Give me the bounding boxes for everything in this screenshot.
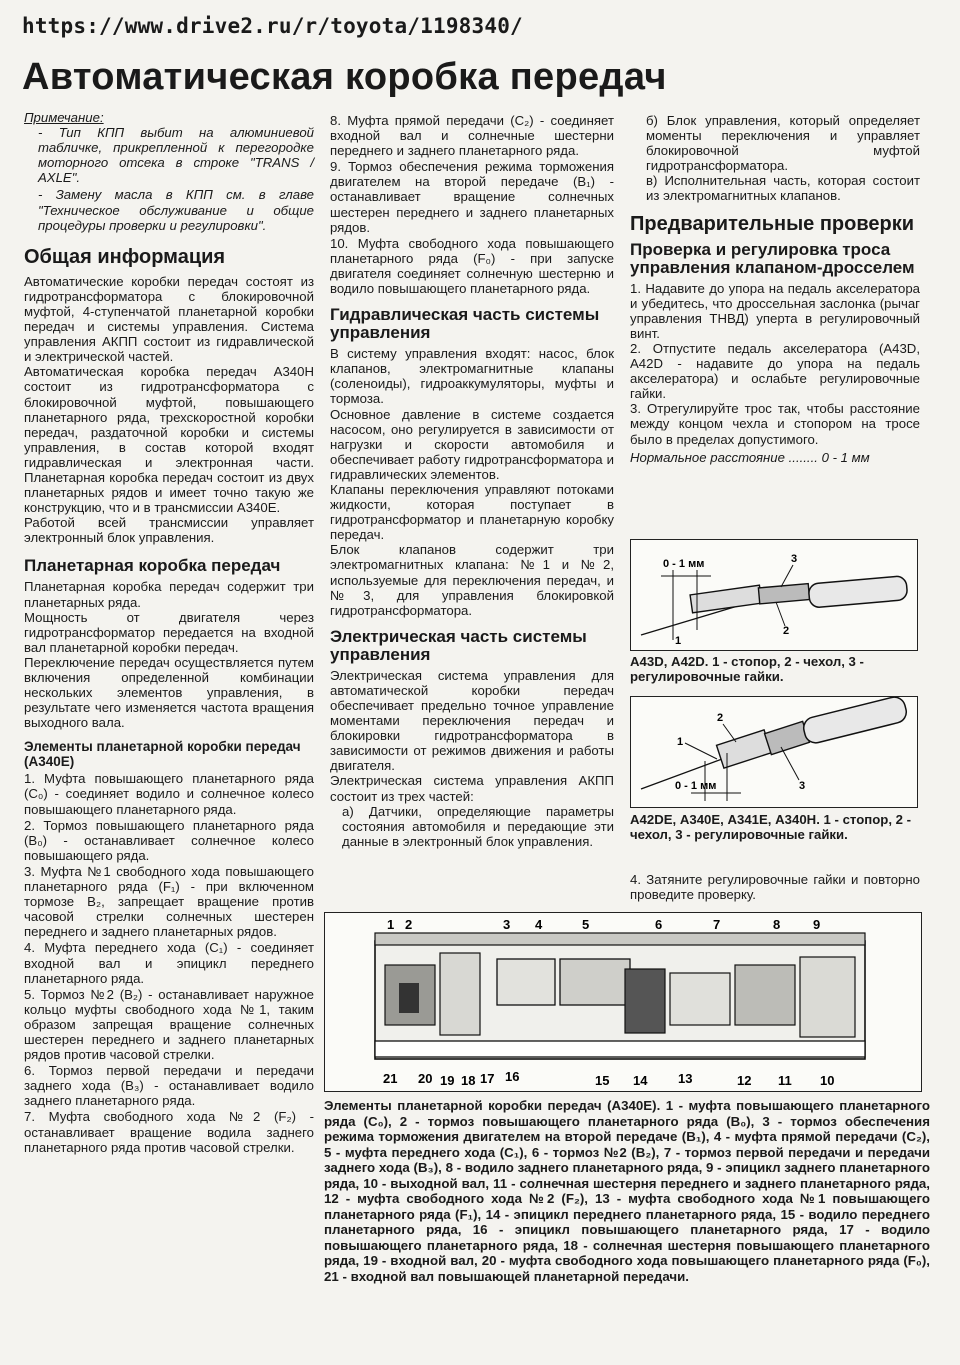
paragraph: В систему управления входят: насос, блок клапанов, электромагнитные клапаны (соленоиды), гидроаккумуляторы, муфты и тормоза. (330, 346, 614, 407)
housing-top (375, 933, 865, 945)
callout-bottom: 17 (480, 1071, 495, 1086)
note-title: Примечание: (24, 110, 104, 125)
boot-shape (690, 585, 762, 613)
callout-bottom: 21 (383, 1071, 398, 1086)
list-item: 9. Тормоз обеспечения режима торможения двигателем на второй передаче (В₁) - останавливает вращение солнечных шестерен переднего и заднего планетарных рядов. (330, 159, 614, 235)
callout-top: 5 (582, 917, 590, 932)
normal-distance-label: Нормальное расстояние (630, 449, 785, 465)
step: 4. Затяните регулировочные гайки и повторно проведите проверку. (630, 872, 920, 903)
callout-bottom: 20 (418, 1071, 433, 1086)
paragraph: в) Исполнительная часть, которая состоит из электромагнитных клапанов. (646, 173, 920, 204)
figure-2-caption: А42DE, А340E, А341E, А340H. 1 - стопор, 2 - чехол, 3 - регулировочные гайки. (630, 812, 912, 842)
callout-1: 1 (675, 635, 682, 647)
callout-bottom: 16 (505, 1069, 520, 1084)
paragraph: б) Блок управления, который определяет моменты переключения и управляет блокировочной муфтой гидротрансформатора. (646, 113, 920, 174)
callout-3: 3 (791, 553, 798, 565)
main-shaft (375, 1041, 865, 1057)
note-item: - Тип КПП выбит на алюминиевой табличке, прикрепленной к перегородке моторного отсека в строке "TRANS / AXLE". (38, 125, 314, 186)
nut-shape (765, 721, 810, 754)
column-1 (24, 110, 314, 1156)
page-title: Автоматическая коробка передач (22, 56, 667, 98)
top-callouts (387, 917, 820, 932)
list-item: 2. Тормоз повышающего планетарного ряда (В₀) - останавливает солнечное колесо повышающего ряда. (24, 817, 314, 863)
step-4 (630, 872, 920, 902)
paragraph: Переключение передач осуществляется путем включения определенной комбинации нескольких элементов управления, в результате чего изменяется частота вращения выходного вала. (24, 654, 314, 731)
callout-top: 1 (387, 917, 395, 932)
paragraph: а) Датчики, определяющие параметры состояния автомобиля и передающие эти данные в электронный блок управления. (342, 803, 614, 849)
callout-bottom: 18 (461, 1073, 476, 1088)
column-3 (630, 113, 920, 465)
leader-3 (781, 565, 793, 587)
brake-b1 (497, 959, 555, 1005)
normal-distance-value: 0 - 1 мм (821, 449, 870, 465)
cable-diagram-1 (631, 540, 917, 650)
section-heading-general: Общая информация (24, 245, 226, 268)
overdrive-planetary (440, 953, 480, 1035)
callout-top: 9 (813, 917, 821, 932)
front-planetary (625, 969, 665, 1033)
callout-top: 6 (655, 917, 663, 932)
step: 2. Отпустите педаль акселератора (А43D, А42D - надавите до упора на педаль акселератора) и ослабьте регулировочные гайки. (630, 340, 920, 402)
callout-3: 3 (799, 780, 806, 792)
nut-shape (758, 584, 809, 604)
callout-bottom: 14 (633, 1073, 648, 1088)
leader-1 (685, 743, 717, 759)
boot-shape (717, 730, 772, 768)
step: 1. Надавите до упора на педаль акселератора и убедитесь, что дроссельная заслонка (рычаг управления ТНВД) уперта в регулировочный винт. (630, 280, 920, 341)
dim-label: 0 - 1 мм (675, 780, 717, 792)
source-url[interactable]: https://www.drive2.ru/r/toyota/1198340/ (22, 14, 523, 38)
elements-heading: Элементы планетарной коробки передач (А340Е) (24, 739, 301, 769)
paragraph: Мощность от двигателя через гидротрансформатор передается на входной вал планетарной коробки передач. (24, 609, 314, 655)
callout-bottom: 12 (737, 1073, 752, 1088)
section-heading-planetary: Планетарная коробка передач (24, 556, 281, 576)
list-item: 7. Муфта свободного хода №2 (F₂) - останавливает вращение водила заднего планетарного ряда против часовой стрелки. (24, 1109, 314, 1155)
step: 3. Отрегулируйте трос так, чтобы расстояние между концом чехла и стопором на тросе было в пределах допустимого. (630, 401, 920, 447)
callout-1: 1 (677, 736, 684, 748)
callout-top: 4 (535, 917, 543, 932)
rear-planetary (800, 957, 855, 1037)
paragraph: Работой всей трансмиссии управляет электронный блок управления. (24, 515, 314, 546)
callout-bottom: 15 (595, 1073, 610, 1088)
dim-label: 0 - 1 мм (663, 558, 705, 570)
paragraph: Автоматические коробки передач состоят из гидротрансформатора с блокировочной муфтой, 4-ступенчатой планетарной коробки передач и системы управления. Система управления АКПП состоит из гидравлической и электрической частей. (24, 273, 314, 365)
callout-bottom: 10 (820, 1073, 835, 1088)
callout-top: 3 (503, 917, 511, 932)
paragraph: Блок клапанов содержит три электромагнитных клапана: №1 и №2, используемые для переключения передач, и №3, для управления блокировкой гидротрансформатора. (330, 542, 614, 618)
figure-cable-a43d (630, 539, 918, 651)
cable-housing (801, 697, 908, 745)
cable-diagram-2 (631, 697, 917, 807)
clutch-c1 (560, 959, 630, 1005)
column-2 (330, 113, 614, 849)
list-item: 3. Муфта №1 свободного хода повышающего планетарного ряда (F₁) - при включенном тормозе В₂, запрещает вращение против часовой стрелки солнечных шестерен переднего и заднего планетарных рядов. (24, 863, 314, 940)
list-item: 4. Муфта переднего хода (С₁) - соединяет входной вал и эпицикл переднего планетарного ряда. (24, 940, 314, 986)
overdrive-hub (399, 983, 419, 1013)
subsection-heading-cable: Проверка и регулировка троса управления клапаном-дросселем (630, 239, 915, 277)
gearbox-cross-section (325, 913, 921, 1091)
cable-housing (808, 576, 908, 608)
paragraph: Основное давление в системе создается насосом, оно регулируется в зависимости от нагрузки и скорости автомобиля и обеспечивает работу гидротрансформатора и гидравлических элементов. (330, 406, 614, 482)
list-item: 1. Муфта повышающего планетарного ряда (С₀) - соединяет водило и солнечное колесо повышающего планетарного ряда. (24, 771, 314, 817)
callout-top: 2 (405, 917, 413, 932)
brake-b3 (735, 965, 795, 1025)
leader-2 (776, 602, 785, 626)
figure-1-caption: А43D, А42D. 1 - стопор, 2 - чехол, 3 - регулировочные гайки. (630, 654, 864, 684)
note-item: - Замену масла в КПП см. в главе "Техническое обслуживание и общие процедуры проверки и регулировки". (38, 187, 314, 233)
brake-b2 (670, 973, 730, 1025)
callout-top: 7 (713, 917, 721, 932)
paragraph: Клапаны переключения управляют потоками жидкости, которая поступает в гидротрансформатор и планетарную коробку передач. (330, 481, 614, 543)
callout-bottom: 19 (440, 1073, 455, 1088)
normal-distance: Нормальное расстояние ........ 0 - 1 мм (630, 449, 870, 465)
list-item: 10. Муфта свободного хода повышающего планетарного ряда (F₀) - при запуске двигателя соединяет солнечную шестерню и водило повышающего планетарного ряда. (330, 235, 614, 297)
gearbox-figure (324, 912, 922, 1092)
gearbox-caption: Элементы планетарной коробки передач (А340Е). 1 - муфта повышающего планетарного ряда (С₀), 2 - тормоз повышающего планетарного ряда (В₀), 3 - тормоз обеспечения режима торможения двигателем на второй передаче (В₁), 4 - муфта прямой передачи (С₂), 5 - муфта переднего хода (С₁), 6 - тормоз №2 (В₂), 7 - тормоз первой передачи и передачи заднего хода (В₃), 8 - водило заднего планетарного ряда, 9 - эпицикл заднего планетарного ряда, 10 - выходной вал, 11 - солнечная шестерня переднего и заднего планетарного ряда, 12 - муфта свободного хода №2 (F₂), 13 - муфта свободного хода №1 повышающего планетарного ряда (F₁), 14 - эпицикл переднего планетарного ряда, 15 - водило переднего планетарного ряда, 16 - эпицикл повышающего планетарного ряда, 17 - водило повышающего планетарного ряда, 18 - солнечная шестерня повышающего планетарного ряда, 19 - входной вал, 20 - муфта свободного хода повышающего планетарного ряда (F₀), 21 - входной вал повышающей планетарной передачи. (324, 1098, 930, 1284)
callout-2: 2 (717, 712, 724, 724)
callout-bottom: 13 (678, 1071, 693, 1086)
paragraph: Электрическая система управления для автоматической коробки передач обеспечивает предельно точное управление моментами переключения передач и блокировки гидротрансформатора в зависимости от режимов движения и работы двигателя. (330, 667, 614, 774)
list-item: 6. Тормоз первой передачи и передачи заднего хода (В₃) - останавливает водило заднего планетарного ряда. (24, 1063, 314, 1109)
list-item: 5. Тормоз №2 (В₂) - останавливает наружное кольцо муфты свободного хода №1, таким образом запрещая вращение солнечных шестерен переднего и заднего планетарных рядов против часовой стрелки. (24, 986, 314, 1063)
elements-list (24, 771, 314, 1154)
list-item: 8. Муфта прямой передачи (С₂) - соединяет входной вал и солнечные шестерни переднего и заднего планетарного ряда. (330, 113, 614, 159)
note-block (24, 110, 314, 233)
section-heading-electric: Электрическая часть системы управления (330, 626, 587, 664)
figure-cable-a340 (630, 696, 918, 808)
paragraph: Электрическая система управления АКПП состоит из трех частей: (330, 773, 614, 804)
callout-2: 2 (783, 625, 790, 637)
paragraph: Планетарная коробка передач содержит три планетарных ряда. (24, 579, 314, 610)
leader-2 (723, 724, 736, 742)
section-heading-hydraulic: Гидравлическая часть системы управления (330, 305, 600, 343)
elements-list-continued (330, 113, 614, 296)
paragraph: Автоматическая коробка передач А340Н состоит из гидротрансформатора с блокировочной муфтой, повышающего планетарного ряда, трехскоростной коробки передач, раздаточной коробки и системы управления, в состав которой входят гидравлическая и электронная части. Планетарная коробка передач состоит из двух планетарных рядов и имеет точно такую же конструкцию, что и в трансмиссии А340Е. (24, 364, 314, 516)
callout-top: 8 (773, 917, 781, 932)
section-heading-checks: Предварительные проверки (630, 212, 915, 235)
leader-3 (781, 747, 799, 780)
bottom-callouts (383, 1069, 834, 1088)
callout-bottom: 11 (778, 1073, 792, 1088)
